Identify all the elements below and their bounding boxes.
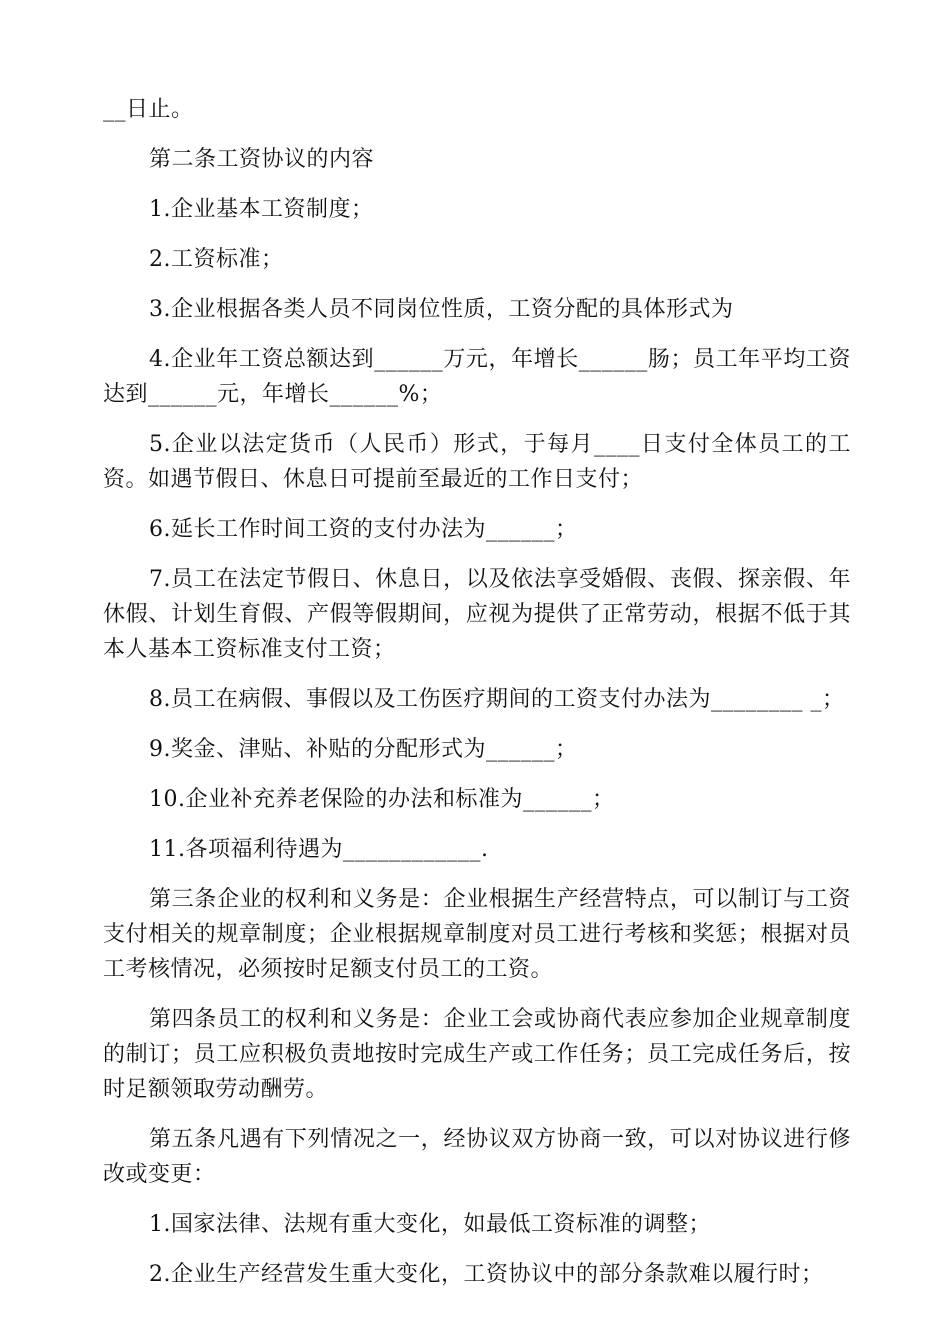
list-item-10: 10.企业补充养老保险的办法和标准为______； — [149, 787, 615, 812]
list-item-8: 8.员工在病假、事假以及工伤医疗期间的工资支付办法为________ _； — [149, 687, 845, 712]
paragraph-continuation: __日止。 — [103, 97, 194, 122]
article-5-item-1: 1.国家法律、法规有重大变化，如最低工资标准的调整； — [149, 1212, 711, 1237]
list-item-4: 4.企业年工资总额达到______万元，年增长______肠；员工年平均工资达到______元，年增长______%； — [103, 347, 851, 407]
list-item-11: 11.各项福利待遇为____________. — [149, 837, 489, 862]
article-5-paragraph: 第五条凡遇有下列情况之一，经协议双方协商一致，可以对协议进行修改或变更： — [103, 1127, 851, 1187]
list-item-5: 5.企业以法定货币（人民币）形式，于每月____日支付全体员工的工资。如遇节假日、休息日可提前至最近的工作日支付； — [103, 432, 851, 492]
list-item-1: 1.企业基本工资制度； — [149, 197, 374, 222]
list-item-3: 3.企业根据各类人员不同岗位性质，工资分配的具体形式为 — [149, 297, 734, 322]
document-body — [103, 92, 851, 1307]
article-5-item-2: 2.企业生产经营发生重大变化，工资协议中的部分条款难以履行时； — [149, 1262, 824, 1287]
list-item-6: 6.延长工作时间工资的支付办法为______； — [149, 517, 578, 542]
list-item-2: 2.工资标准； — [149, 247, 284, 272]
list-item-7: 7.员工在法定节假日、休息日，以及依法享受婚假、丧假、探亲假、年休假、计划生育假、产假等假期间，应视为提供了正常劳动，根据不低于其本人基本工资标准支付工资； — [103, 567, 851, 662]
article-2-heading: 第二条工资协议的内容 — [149, 147, 375, 172]
article-3-paragraph: 第三条企业的权利和义务是：企业根据生产经营特点，可以制订与工资支付相关的规章制度；企业根据规章制度对员工进行考核和奖惩；根据对员工考核情况，必须按时足额支付员工的工资。 — [103, 887, 851, 982]
article-4-paragraph: 第四条员工的权利和义务是：企业工会或协商代表应参加企业规章制度的制订；员工应积极负责地按时完成生产或工作任务；员工完成任务后，按时足额领取劳动酬劳。 — [103, 1007, 851, 1102]
list-item-9: 9.奖金、津贴、补贴的分配形式为______； — [149, 737, 578, 762]
